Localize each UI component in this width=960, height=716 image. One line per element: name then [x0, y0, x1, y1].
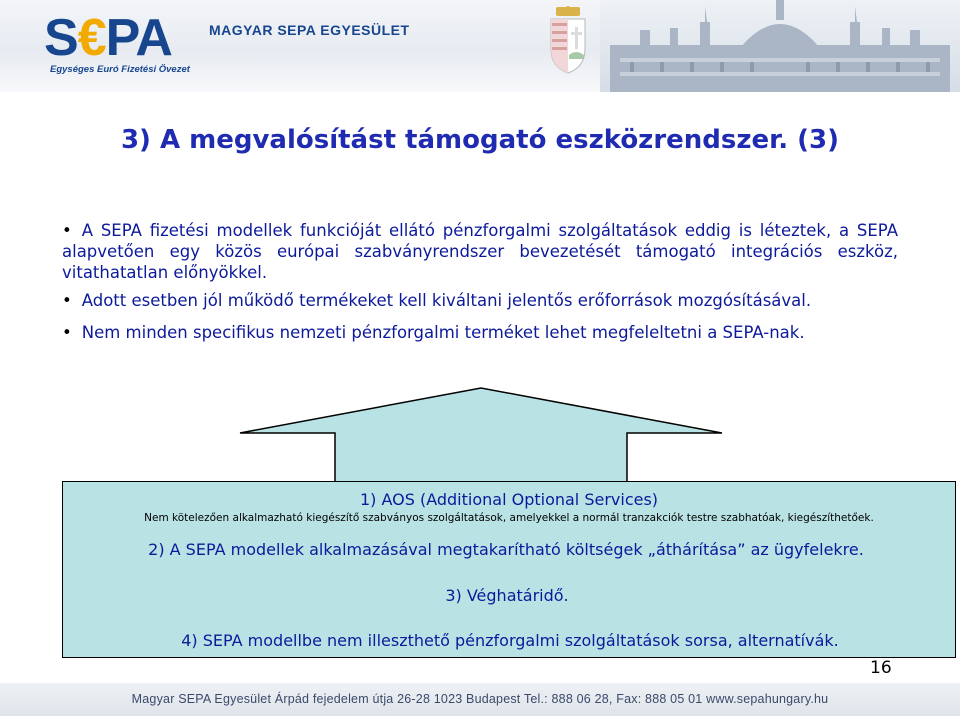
- slide-title: 3) A megvalósítást támogató eszközrendszer. (3): [120, 125, 840, 155]
- coat-of-arms-icon: [543, 5, 593, 75]
- box-line-deadline: 3) Véghatáridő.: [445, 586, 569, 605]
- bullet-item: • Adott esetben jól működő termékeket kell kiváltani jelentős erőforrások mozgósításával.: [62, 291, 812, 310]
- sepa-logo: S€PA: [44, 9, 172, 67]
- bullet-item: • Nem minden specifikus nemzeti pénzforgalmi terméket lehet megfeleltetni a SEPA-nak.: [62, 323, 805, 342]
- parliament-image: [600, 0, 960, 92]
- bullet-icon: •: [62, 323, 72, 342]
- euro-icon: €: [77, 9, 106, 67]
- box-line-costs: 2) A SEPA modellek alkalmazásával megtakarítható költségek „áthárítása” az ügyfelekre.: [148, 540, 864, 559]
- bullet-item: • A SEPA fizetési modellek funkcióját ellátó pénzforgalmi szolgáltatások eddig is léteztek, a SEPA alapvetően egy közös európai szabványrendszer bevezetését támogató integrációs eszköz, vitathatatlan előnyökkel.: [62, 221, 898, 282]
- box-line-aos: 1) AOS (Additional Optional Services): [359, 490, 659, 509]
- bullet-icon: •: [62, 291, 72, 310]
- header-banner: [0, 0, 960, 92]
- bullet-list: [62, 220, 898, 343]
- box-line-alternatives: 4) SEPA modellbe nem illeszthető pénzforgalmi szolgáltatások sorsa, alternatívák.: [181, 631, 839, 650]
- bullet-icon: •: [62, 221, 72, 240]
- organization-name: MAGYAR SEPA EGYESÜLET: [209, 22, 410, 38]
- up-arrow-shape: [236, 385, 726, 485]
- footer-banner: [0, 683, 960, 716]
- services-box: [62, 481, 956, 658]
- footer-contact: Magyar SEPA Egyesület Árpád fejedelem útja 26-28 1023 Budapest Tel.: 888 06 28, Fax: 888 05 01 www.sepahungary.hu: [131, 692, 829, 706]
- logo-tagline: Egységes Euró Fizetési Övezet: [50, 64, 190, 75]
- page-number: 16: [870, 658, 892, 678]
- box-line-aos-description: Nem kötelezően alkalmazható kiegészítő szabványos szolgáltatások, amelyekkel a normál tranzakciók testre szabhatóak, kiegészíthetőek.: [144, 512, 874, 524]
